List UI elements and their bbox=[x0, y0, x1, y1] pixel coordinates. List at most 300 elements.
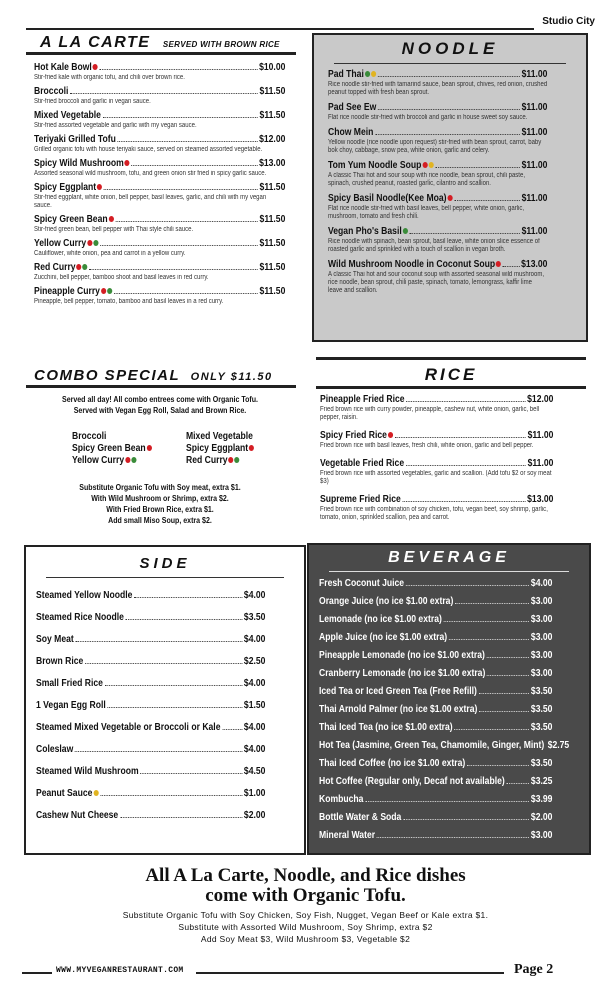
menu-item-row bbox=[34, 158, 285, 170]
item-name: Spicy Wild Mushroom bbox=[34, 158, 124, 169]
combo-option bbox=[186, 455, 281, 467]
leader-dots bbox=[479, 693, 530, 694]
menu-item-row bbox=[320, 430, 553, 442]
spicy-dot-icon bbox=[228, 457, 233, 463]
item-name: Pad Thai bbox=[328, 69, 364, 80]
item-price: $4.00 bbox=[243, 678, 266, 689]
spicy-dot-icon bbox=[76, 264, 81, 270]
item-price: $3.50 bbox=[530, 758, 553, 769]
menu-item-row bbox=[36, 673, 265, 695]
leader-dots bbox=[506, 783, 529, 784]
combo-option-name: Yellow Curry bbox=[72, 455, 125, 466]
item-name: Lemonade (no ice $1.00 extra) bbox=[319, 614, 442, 625]
item-price: $11.50 bbox=[259, 262, 286, 273]
nut-dot-icon bbox=[93, 790, 98, 796]
leader-dots bbox=[100, 245, 258, 246]
item-price: $2.75 bbox=[547, 740, 570, 751]
item-name: Fresh Coconut Juice bbox=[319, 578, 405, 589]
leader-dots bbox=[479, 711, 529, 712]
item-name: Kombucha bbox=[319, 794, 364, 805]
menu-item-row bbox=[319, 575, 552, 593]
side-title: SIDE bbox=[139, 555, 191, 572]
leader-dots bbox=[108, 707, 243, 708]
beverage-list bbox=[319, 575, 570, 845]
item-price: $3.00 bbox=[530, 830, 553, 841]
item-name: Thai Iced Coffee (no ice $1.00 extra) bbox=[319, 758, 466, 769]
menu-item bbox=[319, 575, 553, 593]
menu-item bbox=[34, 214, 286, 234]
item-name: Apple Juice (no ice $1.00 extra) bbox=[319, 632, 448, 643]
combo-option-name: Broccoli bbox=[72, 431, 107, 442]
menu-item-row bbox=[328, 69, 547, 81]
item-price: $11.50 bbox=[259, 214, 286, 225]
leader-dots bbox=[444, 621, 530, 622]
menu-item bbox=[34, 286, 286, 306]
menu-item-row bbox=[34, 238, 285, 250]
menu-item bbox=[36, 695, 266, 717]
item-name: Vegan Pho's Basil bbox=[328, 226, 402, 237]
item-name: Yellow Curry bbox=[34, 238, 87, 249]
leader-dots bbox=[75, 641, 242, 642]
item-name: Mixed Vegetable bbox=[34, 110, 101, 121]
item-description: Cauliflower, white onion, pea and carrot in a yellow curry. bbox=[34, 250, 186, 257]
menu-item-row bbox=[320, 494, 553, 506]
item-price: $11.00 bbox=[527, 430, 554, 441]
item-price: $3.00 bbox=[530, 650, 553, 661]
item-price: $3.00 bbox=[530, 596, 553, 607]
leader-dots bbox=[140, 773, 242, 774]
menu-item bbox=[319, 719, 553, 737]
nut-dot-icon bbox=[371, 71, 376, 77]
combo-option bbox=[186, 431, 281, 443]
menu-item-row bbox=[319, 773, 552, 791]
item-price: $4.00 bbox=[243, 744, 266, 755]
leader-dots bbox=[454, 729, 529, 730]
noodle-panel bbox=[312, 33, 588, 342]
item-price: $1.50 bbox=[243, 700, 266, 711]
combo-intro-line: Served with Vegan Egg Roll, Salad and Brown Rice. bbox=[73, 406, 247, 415]
menu-item-row bbox=[36, 739, 265, 761]
item-price: $4.00 bbox=[243, 590, 266, 601]
item-description: Stir-fried eggplant, white onion, bell pepper, basil leaves, garlic, and chili with my vegan sauce. bbox=[34, 194, 267, 209]
footer-headline-line1: All A La Carte, Noodle, and Rice dishes bbox=[145, 865, 466, 886]
footer-note: Substitute with Assorted Wild Mushroom, Soy Shrimp, extra $2 bbox=[178, 922, 433, 932]
item-name: Orange Juice (no ice $1.00 extra) bbox=[319, 596, 454, 607]
item-description: Flat rice noodle stir-fried with broccoli and garlic in house sweet soy sauce. bbox=[328, 114, 528, 121]
menu-item-row bbox=[328, 226, 547, 238]
item-name: Red Curry bbox=[34, 262, 76, 273]
item-name: 1 Vegan Egg Roll bbox=[36, 700, 106, 711]
item-name: Supreme Fried Rice bbox=[320, 494, 401, 505]
menu-item-row bbox=[320, 394, 553, 406]
item-name: Spicy Green Bean bbox=[34, 214, 108, 225]
leader-dots bbox=[487, 657, 530, 658]
menu-item-row bbox=[36, 717, 265, 739]
combo-price: ONLY $11.50 bbox=[190, 371, 273, 383]
side-rule bbox=[46, 577, 284, 578]
item-price: $11.50 bbox=[259, 110, 286, 121]
item-price: $1.00 bbox=[243, 788, 266, 799]
item-price: $4.00 bbox=[530, 578, 553, 589]
header-rule bbox=[26, 28, 534, 30]
menu-item-row bbox=[36, 695, 265, 717]
menu-item bbox=[36, 761, 266, 783]
menu-item bbox=[319, 593, 553, 611]
leader-dots bbox=[406, 401, 525, 402]
menu-item bbox=[34, 262, 286, 282]
leader-dots bbox=[487, 675, 529, 676]
leader-dots bbox=[378, 109, 520, 110]
menu-item bbox=[36, 585, 266, 607]
item-description: Rice noodle stir-fried with tamarind sauce, bean sprout, chives, red onion, crushed peanut topped with fresh bean sprout. bbox=[328, 81, 548, 96]
item-description: Zucchini, bell pepper, bamboo shoot and basil leaves in red curry. bbox=[34, 274, 209, 281]
item-name: Steamed Yellow Noodle bbox=[36, 590, 133, 601]
item-name: Cranberry Lemonade (no ice $1.00 extra) bbox=[319, 668, 486, 679]
combo-options-right bbox=[186, 431, 296, 467]
item-price: $3.00 bbox=[530, 668, 553, 679]
menu-item bbox=[319, 809, 553, 827]
menu-item bbox=[328, 193, 548, 221]
menu-item bbox=[319, 683, 553, 701]
side-panel bbox=[24, 545, 306, 855]
item-price: $3.50 bbox=[530, 686, 553, 697]
leader-dots bbox=[222, 729, 242, 730]
item-name: Hot Kale Bowl bbox=[34, 62, 92, 73]
item-price: $11.00 bbox=[521, 160, 548, 171]
menu-item bbox=[328, 127, 548, 155]
item-description: Assorted seasonal wild mushroom, tofu, and green onion stir fried in spicy garlic sauce. bbox=[34, 170, 267, 177]
item-name: Steamed Rice Noodle bbox=[36, 612, 124, 623]
leader-dots bbox=[402, 501, 525, 502]
footer-rule-right bbox=[196, 972, 504, 974]
menu-item-row bbox=[319, 755, 552, 773]
leader-dots bbox=[449, 639, 529, 640]
combo-notes bbox=[54, 482, 265, 526]
website-link[interactable]: WWW.MYVEGANRESTAURANT.COM bbox=[56, 966, 184, 975]
menu-item bbox=[319, 701, 553, 719]
item-name: Hot Coffee (Regular only, Decaf not available) bbox=[319, 776, 505, 787]
item-name: Steamed Wild Mushroom bbox=[36, 766, 139, 777]
menu-item bbox=[36, 629, 266, 651]
menu-item bbox=[319, 827, 553, 845]
item-name: Hot Tea (Jasmine, Green Tea, Chamomile, Ginger, Mint) bbox=[319, 740, 545, 751]
spicy-dot-icon bbox=[388, 432, 393, 438]
leader-dots bbox=[104, 189, 258, 190]
menu-item bbox=[36, 651, 266, 673]
item-name: Soy Meat bbox=[36, 634, 74, 645]
leader-dots bbox=[134, 597, 242, 598]
recommended-dot-icon bbox=[403, 228, 408, 234]
item-name: Cashew Nut Cheese bbox=[36, 810, 119, 821]
item-name: Thai Iced Tea (no ice $1.00 extra) bbox=[319, 722, 453, 733]
item-description: Pineapple, bell pepper, tomato, bamboo and basil leaves in a red curry. bbox=[34, 298, 224, 305]
leader-dots bbox=[365, 801, 529, 802]
item-name: Vegetable Fried Rice bbox=[320, 458, 405, 469]
item-description: Fried brown rice with curry powder, pineapple, cashew nut, white onion, garlic, bell pepper, raisin. bbox=[320, 406, 540, 421]
leader-dots bbox=[120, 817, 242, 818]
spicy-dot-icon bbox=[97, 184, 102, 190]
menu-item-row bbox=[319, 665, 552, 683]
combo-option bbox=[186, 443, 281, 455]
menu-item-row bbox=[328, 259, 547, 271]
menu-item-row bbox=[36, 607, 265, 629]
recommended-dot-icon bbox=[93, 240, 98, 246]
item-price: $10.00 bbox=[259, 62, 286, 73]
beverage-rule bbox=[329, 571, 569, 572]
rice-rule bbox=[316, 386, 586, 389]
item-name: Broccoli bbox=[34, 86, 69, 97]
menu-item-row bbox=[36, 585, 265, 607]
leader-dots bbox=[454, 200, 520, 201]
item-description: Fried brown rice with assorted vegetables, garlic and scallion. (Add tofu $2 or soy meat $3) bbox=[320, 470, 552, 485]
leader-dots bbox=[503, 266, 520, 267]
spicy-dot-icon bbox=[93, 64, 98, 70]
menu-item-row bbox=[36, 761, 265, 783]
leader-dots bbox=[403, 819, 529, 820]
spicy-dot-icon bbox=[125, 160, 130, 166]
leader-dots bbox=[100, 69, 258, 70]
menu-item bbox=[319, 773, 553, 791]
item-price: $3.25 bbox=[530, 776, 553, 787]
menu-item bbox=[320, 458, 554, 486]
item-name: Peanut Sauce bbox=[36, 788, 93, 799]
menu-item-row bbox=[319, 791, 552, 809]
rice-top-rule bbox=[316, 357, 586, 360]
menu-item-row bbox=[319, 701, 552, 719]
item-name: Spicy Fried Rice bbox=[320, 430, 387, 441]
menu-item-row bbox=[36, 629, 265, 651]
menu-item bbox=[319, 665, 553, 683]
menu-item-row bbox=[319, 647, 552, 665]
item-price: $2.00 bbox=[243, 810, 266, 821]
item-price: $4.00 bbox=[243, 722, 266, 733]
item-description: Stir-fried kale with organic tofu, and chili over brown rice. bbox=[34, 74, 185, 81]
alacarte-title: A LA CARTE bbox=[40, 34, 151, 51]
menu-item bbox=[319, 611, 553, 629]
footer-note: Add Soy Meat $3, Wild Mushroom $3, Vegetable $2 bbox=[200, 934, 411, 944]
leader-dots bbox=[409, 233, 519, 234]
item-description: Stir-fried assorted vegetable and garlic with my vegan sauce. bbox=[34, 122, 197, 129]
item-description: A classic Thai hot and sour soup with rice noodle, bean sprout, chili paste, spinach, crushed peanut, roasted garlic, cilantro and scallion. bbox=[328, 172, 525, 187]
footer-headline-line2: come with Organic Tofu. bbox=[205, 885, 406, 906]
menu-item bbox=[36, 607, 266, 629]
leader-dots bbox=[375, 134, 520, 135]
menu-item-row bbox=[36, 805, 265, 827]
rice-list bbox=[320, 394, 554, 530]
item-name: Thai Arnold Palmer (no ice $1.00 extra) bbox=[319, 704, 478, 715]
item-price: $11.50 bbox=[259, 86, 286, 97]
spicy-dot-icon bbox=[125, 457, 130, 463]
leader-dots bbox=[132, 165, 258, 166]
recommended-dot-icon bbox=[365, 71, 370, 77]
menu-item bbox=[36, 805, 266, 827]
item-name: Pineapple Fried Rice bbox=[320, 394, 405, 405]
item-price: $11.00 bbox=[521, 102, 548, 113]
combo-note: Substitute Organic Tofu with Soy meat, extra $1. bbox=[79, 483, 241, 492]
item-price: $3.00 bbox=[530, 614, 553, 625]
menu-item bbox=[34, 86, 286, 106]
leader-dots bbox=[100, 795, 242, 796]
menu-item bbox=[319, 755, 553, 773]
combo-option bbox=[72, 455, 167, 467]
item-name: Coleslaw bbox=[36, 744, 74, 755]
item-description: Fried brown rice with combination of soy chicken, tofu, vegan beef, soy shrimp, garlic, tomato, onion, sprinkled scallion, pea and carrot. bbox=[320, 506, 548, 521]
item-price: $4.00 bbox=[243, 634, 266, 645]
item-description: Rice noodle with spinach, bean sprout, basil leave, white onion slice essence of roasted garlic and sprinkled with a touch of scallion in vegan broth. bbox=[328, 238, 540, 253]
menu-item bbox=[319, 647, 553, 665]
location-label: Studio City bbox=[542, 16, 595, 27]
combo-note: Add small Miso Soup, extra $2. bbox=[108, 516, 212, 525]
combo-note: With Fried Brown Rice, extra $1. bbox=[106, 505, 214, 514]
menu-item bbox=[34, 134, 286, 154]
menu-item-row bbox=[319, 737, 570, 755]
spicy-dot-icon bbox=[447, 195, 452, 201]
item-name: Tom Yum Noodle Soup bbox=[328, 160, 422, 171]
item-price: $3.99 bbox=[530, 794, 553, 805]
recommended-dot-icon bbox=[107, 288, 112, 294]
combo-intro bbox=[54, 394, 265, 416]
item-price: $11.00 bbox=[521, 69, 548, 80]
item-price: $11.50 bbox=[259, 238, 286, 249]
item-name: Small Fried Rice bbox=[36, 678, 103, 689]
combo-option-name: Red Curry bbox=[186, 455, 228, 466]
noodle-rule bbox=[334, 63, 566, 64]
menu-item bbox=[34, 182, 286, 210]
leader-dots bbox=[115, 221, 257, 222]
leader-dots bbox=[435, 167, 520, 168]
item-price: $4.50 bbox=[243, 766, 266, 777]
menu-item bbox=[36, 783, 266, 805]
item-description: Grilled organic tofu with house teriyaki sauce, served on steamed assorted vegetable. bbox=[34, 146, 263, 153]
combo-option bbox=[72, 431, 167, 443]
menu-item bbox=[34, 110, 286, 130]
item-name: Pineapple Curry bbox=[34, 286, 100, 297]
item-price: $11.00 bbox=[521, 226, 548, 237]
item-price: $13.00 bbox=[527, 494, 554, 505]
menu-item-row bbox=[328, 193, 547, 205]
menu-item bbox=[36, 717, 266, 739]
side-list bbox=[36, 585, 266, 827]
menu-item-row bbox=[328, 127, 547, 139]
leader-dots bbox=[103, 117, 258, 118]
spicy-dot-icon bbox=[422, 162, 427, 168]
nut-dot-icon bbox=[428, 162, 433, 168]
menu-item bbox=[36, 739, 266, 761]
item-price: $12.00 bbox=[259, 134, 286, 145]
menu-item bbox=[320, 494, 554, 522]
item-name: Steamed Mixed Vegetable or Broccoli or Kale bbox=[36, 722, 221, 733]
leader-dots bbox=[378, 76, 520, 77]
leader-dots bbox=[85, 663, 242, 664]
spicy-dot-icon bbox=[87, 240, 92, 246]
menu-item-row bbox=[34, 214, 285, 226]
leader-dots bbox=[467, 765, 529, 766]
item-name: Pad See Ew bbox=[328, 102, 377, 113]
combo-option bbox=[72, 443, 167, 455]
menu-item bbox=[320, 430, 554, 450]
menu-item bbox=[34, 238, 286, 258]
menu-item-row bbox=[319, 809, 552, 827]
menu-item bbox=[328, 102, 548, 122]
item-description: A classic Thai hot and sour coconut soup with assorted seasonal wild mushroom, rice noodle, bean sprout, chili paste, spinach, tomato, lemongrass, kaffir lime leave and scallion. bbox=[328, 271, 545, 294]
menu-item bbox=[36, 673, 266, 695]
menu-item bbox=[319, 791, 553, 809]
footer-notes bbox=[0, 909, 611, 945]
alacarte-heading bbox=[40, 34, 300, 52]
menu-item-row bbox=[320, 458, 553, 470]
menu-item bbox=[328, 69, 548, 97]
item-price: $2.50 bbox=[243, 656, 266, 667]
item-price: $3.00 bbox=[530, 632, 553, 643]
beverage-panel bbox=[307, 543, 591, 855]
leader-dots bbox=[114, 293, 258, 294]
item-description: Stir-fried green bean, bell pepper with Thai style chili sauce. bbox=[34, 226, 194, 233]
menu-item-row bbox=[319, 611, 552, 629]
alacarte-rule bbox=[26, 52, 296, 55]
item-description: Flat rice noodle stir-fried with basil leaves, bell pepper, white onion, garlic, mushroom, tomato and fresh chili. bbox=[328, 205, 525, 220]
menu-item-row bbox=[328, 102, 547, 114]
item-description: Yellow noodle (rice noodle upon request) stir-fried with bean sprout, carrot, baby bok choy, cabbage, snow pea, white onion, garlic and celery. bbox=[328, 139, 542, 154]
leader-dots bbox=[105, 685, 243, 686]
menu-item bbox=[34, 62, 286, 82]
menu-item-row bbox=[34, 86, 285, 98]
item-name: Mineral Water bbox=[319, 830, 376, 841]
menu-item bbox=[320, 394, 554, 422]
beverage-title: BEVERAGE bbox=[388, 549, 510, 566]
menu-item-row bbox=[319, 593, 552, 611]
footer-rule-left bbox=[22, 972, 52, 974]
menu-item-row bbox=[34, 134, 285, 146]
item-price: $3.50 bbox=[530, 704, 553, 715]
recommended-dot-icon bbox=[234, 457, 239, 463]
menu-item bbox=[328, 226, 548, 254]
menu-item bbox=[34, 158, 286, 178]
item-price: $13.00 bbox=[259, 158, 286, 169]
menu-item-row bbox=[328, 160, 547, 172]
item-name: Brown Rice bbox=[36, 656, 84, 667]
item-name: Spicy Basil Noodle(Kee Moa) bbox=[328, 193, 447, 204]
spicy-dot-icon bbox=[108, 216, 113, 222]
item-name: Iced Tea or Iced Green Tea (Free Refill) bbox=[319, 686, 477, 697]
leader-dots bbox=[406, 465, 526, 466]
leader-dots bbox=[75, 751, 242, 752]
menu-item-row bbox=[36, 783, 265, 805]
menu-item-row bbox=[34, 182, 285, 194]
noodle-title: NOODLE bbox=[401, 39, 499, 58]
item-price: $11.50 bbox=[259, 182, 286, 193]
noodle-list bbox=[328, 69, 548, 300]
menu-item bbox=[328, 160, 548, 188]
menu-item-row bbox=[319, 683, 552, 701]
item-name: Pineapple Lemonade (no ice $1.00 extra) bbox=[319, 650, 485, 661]
combo-intro-line: Served all day! All combo entrees come with Organic Tofu. bbox=[62, 395, 258, 404]
item-price: $12.00 bbox=[527, 394, 554, 405]
item-price: $3.50 bbox=[530, 722, 553, 733]
combo-option-name: Spicy Eggplant bbox=[186, 443, 249, 454]
combo-option-name: Mixed Vegetable bbox=[186, 431, 253, 442]
item-name: Spicy Eggplant bbox=[34, 182, 97, 193]
menu-item-row bbox=[34, 286, 285, 298]
combo-title: COMBO SPECIAL bbox=[34, 367, 181, 384]
leader-dots bbox=[70, 93, 258, 94]
item-name: Wild Mushroom Noodle in Coconut Soup bbox=[328, 259, 496, 270]
item-price: $3.50 bbox=[243, 612, 266, 623]
menu-item bbox=[328, 259, 548, 295]
combo-option-name: Spicy Green Bean bbox=[72, 443, 146, 454]
spicy-dot-icon bbox=[101, 288, 106, 294]
menu-item-row bbox=[34, 62, 285, 74]
leader-dots bbox=[455, 603, 529, 604]
